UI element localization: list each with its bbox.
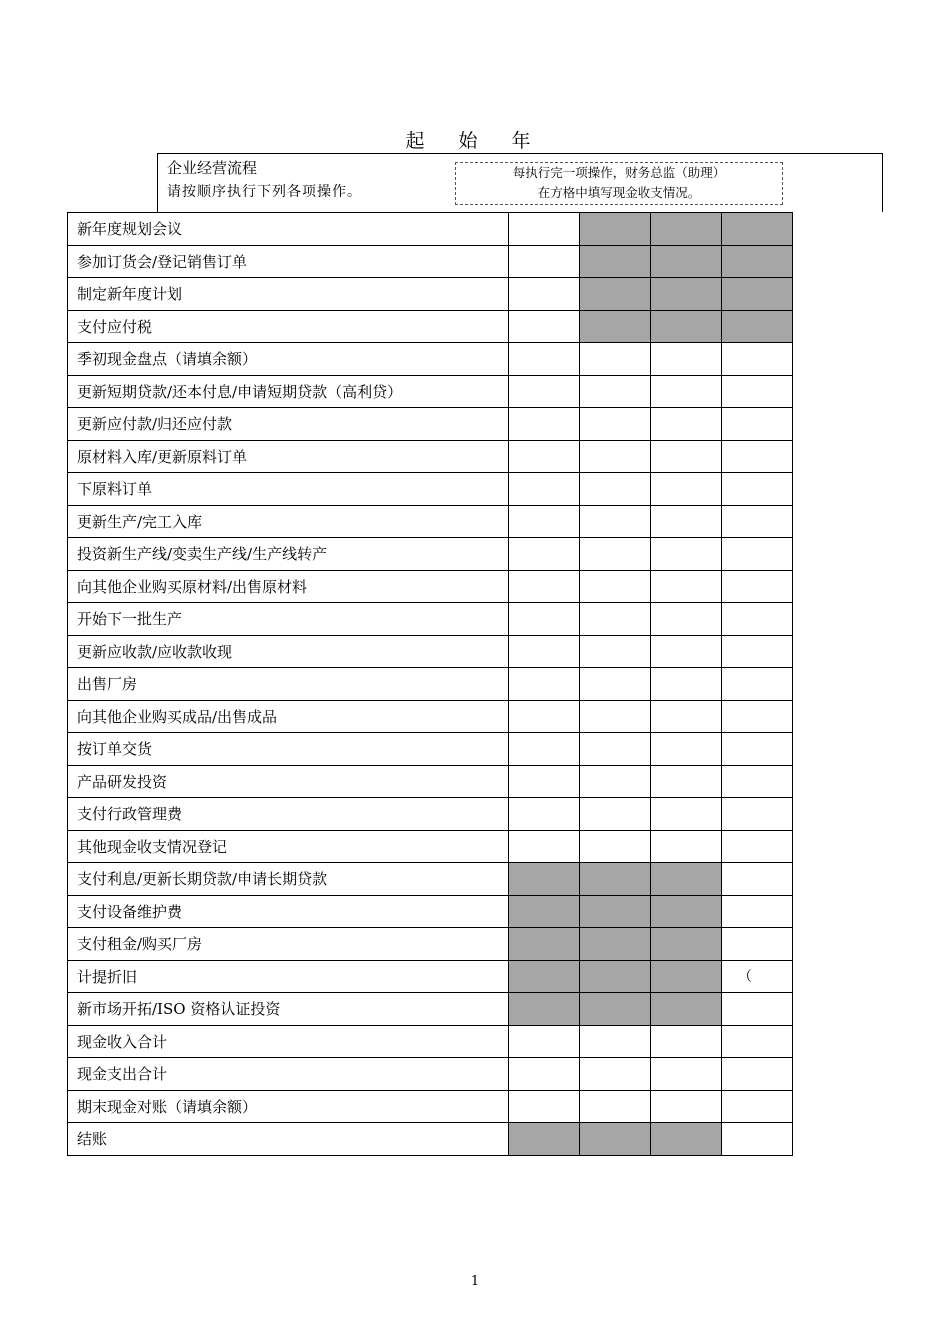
table-row — [68, 960, 793, 993]
table-row — [68, 408, 793, 441]
table-row — [68, 343, 793, 376]
entry-cell[interactable] — [580, 440, 651, 473]
entry-cell[interactable] — [651, 505, 722, 538]
shaded-cell — [651, 245, 722, 278]
operation-label: 按订单交货 — [68, 733, 509, 766]
operation-label: 支付应付税 — [68, 310, 509, 343]
table-row — [68, 538, 793, 571]
entry-cell[interactable] — [722, 505, 793, 538]
table-row — [68, 603, 793, 636]
entry-cell[interactable] — [722, 375, 793, 408]
shaded-cell — [580, 310, 651, 343]
entry-cell[interactable] — [580, 635, 651, 668]
entry-cell[interactable] — [722, 960, 793, 993]
operation-label: 更新短期贷款/还本付息/申请短期贷款（高利贷） — [68, 375, 509, 408]
entry-cell[interactable] — [722, 798, 793, 831]
table-row — [68, 440, 793, 473]
entry-cell[interactable] — [509, 213, 580, 246]
entry-cell[interactable] — [651, 473, 722, 506]
entry-cell[interactable] — [651, 765, 722, 798]
entry-cell[interactable] — [509, 538, 580, 571]
entry-cell[interactable] — [580, 700, 651, 733]
entry-cell[interactable] — [722, 408, 793, 441]
entry-cell[interactable] — [509, 440, 580, 473]
entry-cell[interactable] — [580, 1025, 651, 1058]
cash-entry-note — [455, 162, 783, 205]
operation-label: 出售厂房 — [68, 668, 509, 701]
entry-cell[interactable] — [509, 765, 580, 798]
entry-cell[interactable] — [580, 1090, 651, 1123]
entry-cell[interactable] — [580, 505, 651, 538]
shaded-cell — [722, 278, 793, 311]
entry-cell[interactable] — [580, 408, 651, 441]
entry-cell[interactable] — [651, 570, 722, 603]
shaded-cell — [651, 278, 722, 311]
table-row — [68, 278, 793, 311]
operation-label: 原材料入库/更新原料订单 — [68, 440, 509, 473]
cell-mark: （ — [738, 969, 752, 986]
shaded-cell — [509, 895, 580, 928]
table-row — [68, 1025, 793, 1058]
shaded-cell — [580, 895, 651, 928]
entry-cell[interactable] — [722, 440, 793, 473]
entry-cell[interactable] — [580, 538, 651, 571]
shaded-cell — [651, 993, 722, 1026]
entry-cell[interactable] — [722, 1025, 793, 1058]
entry-cell[interactable] — [651, 830, 722, 863]
entry-cell[interactable] — [580, 668, 651, 701]
entry-cell[interactable] — [580, 570, 651, 603]
entry-cell[interactable] — [509, 733, 580, 766]
entry-cell[interactable] — [722, 1058, 793, 1091]
operation-label: 支付利息/更新长期贷款/申请长期贷款 — [68, 863, 509, 896]
entry-cell[interactable] — [722, 473, 793, 506]
entry-cell[interactable] — [580, 343, 651, 376]
entry-cell[interactable] — [580, 733, 651, 766]
process-header — [157, 153, 883, 212]
entry-cell[interactable] — [509, 570, 580, 603]
entry-cell[interactable] — [651, 1090, 722, 1123]
entry-cell[interactable] — [509, 668, 580, 701]
table-row — [68, 570, 793, 603]
operations-table — [67, 212, 793, 1156]
table-row — [68, 375, 793, 408]
table-row — [68, 1123, 793, 1156]
table-row — [68, 213, 793, 246]
entry-cell[interactable] — [722, 928, 793, 961]
entry-cell[interactable] — [722, 1123, 793, 1156]
shaded-cell — [722, 213, 793, 246]
entry-cell[interactable] — [509, 310, 580, 343]
entry-cell[interactable] — [509, 1058, 580, 1091]
operation-label: 季初现金盘点（请填余额） — [68, 343, 509, 376]
entry-cell[interactable] — [651, 668, 722, 701]
entry-cell[interactable] — [509, 1025, 580, 1058]
shaded-cell — [509, 993, 580, 1026]
entry-cell[interactable] — [509, 798, 580, 831]
entry-cell[interactable] — [509, 375, 580, 408]
table-row — [68, 473, 793, 506]
operation-label: 支付行政管理费 — [68, 798, 509, 831]
entry-cell[interactable] — [722, 668, 793, 701]
operation-label: 更新应收款/应收款收现 — [68, 635, 509, 668]
table-row — [68, 863, 793, 896]
entry-cell[interactable] — [580, 798, 651, 831]
note-line-1: 每执行完一项操作，财务总监（助理） — [512, 165, 726, 180]
operation-label: 支付设备维护费 — [68, 895, 509, 928]
entry-cell[interactable] — [722, 993, 793, 1026]
operation-label: 下原料订单 — [68, 473, 509, 506]
process-instruction: 请按顺序执行下列各项操作。 — [167, 184, 362, 200]
operation-label: 更新生产/完工入库 — [68, 505, 509, 538]
entry-cell[interactable] — [651, 733, 722, 766]
entry-cell[interactable] — [651, 798, 722, 831]
entry-cell[interactable] — [509, 830, 580, 863]
entry-cell[interactable] — [509, 343, 580, 376]
entry-cell[interactable] — [651, 375, 722, 408]
shaded-cell — [580, 245, 651, 278]
table-row — [68, 895, 793, 928]
table-row — [68, 700, 793, 733]
table-row — [68, 1090, 793, 1123]
entry-cell[interactable] — [722, 733, 793, 766]
shaded-cell — [580, 863, 651, 896]
entry-cell[interactable] — [722, 830, 793, 863]
operation-label: 产品研发投资 — [68, 765, 509, 798]
note-line-2: 在方格中填写现金收支情况。 — [537, 185, 701, 200]
shaded-cell — [651, 895, 722, 928]
operation-label: 参加订货会/登记销售订单 — [68, 245, 509, 278]
table-row — [68, 928, 793, 961]
operation-label: 其他现金收支情况登记 — [68, 830, 509, 863]
entry-cell[interactable] — [651, 343, 722, 376]
entry-cell[interactable] — [722, 1090, 793, 1123]
shaded-cell — [509, 960, 580, 993]
operation-label: 新市场开拓/ISO 资格认证投资 — [68, 993, 509, 1026]
entry-cell[interactable] — [722, 343, 793, 376]
entry-cell[interactable] — [580, 603, 651, 636]
entry-cell[interactable] — [722, 895, 793, 928]
entry-cell[interactable] — [509, 473, 580, 506]
operation-label: 支付租金/购买厂房 — [68, 928, 509, 961]
entry-cell[interactable] — [651, 408, 722, 441]
shaded-cell — [580, 278, 651, 311]
operation-label: 向其他企业购买成品/出售成品 — [68, 700, 509, 733]
entry-cell[interactable] — [651, 538, 722, 571]
table-row — [68, 635, 793, 668]
table-row — [68, 668, 793, 701]
operation-label: 结账 — [68, 1123, 509, 1156]
entry-cell[interactable] — [722, 863, 793, 896]
operation-label: 制定新年度计划 — [68, 278, 509, 311]
shaded-cell — [580, 993, 651, 1026]
entry-cell[interactable] — [580, 1058, 651, 1091]
entry-cell[interactable] — [509, 505, 580, 538]
shaded-cell — [651, 863, 722, 896]
entry-cell[interactable] — [509, 700, 580, 733]
operation-label: 更新应付款/归还应付款 — [68, 408, 509, 441]
shaded-cell — [509, 928, 580, 961]
entry-cell[interactable] — [509, 245, 580, 278]
entry-cell[interactable] — [651, 440, 722, 473]
operation-label: 期末现金对账（请填余额） — [68, 1090, 509, 1123]
shaded-cell — [651, 1123, 722, 1156]
shaded-cell — [651, 213, 722, 246]
operation-label: 现金收入合计 — [68, 1025, 509, 1058]
operation-label: 向其他企业购买原材料/出售原材料 — [68, 570, 509, 603]
shaded-cell — [722, 310, 793, 343]
shaded-cell — [651, 310, 722, 343]
shaded-cell — [580, 960, 651, 993]
table-row — [68, 245, 793, 278]
table-row — [68, 765, 793, 798]
process-title: 企业经营流程 — [167, 159, 258, 177]
shaded-cell — [580, 213, 651, 246]
entry-cell[interactable] — [722, 570, 793, 603]
operation-label: 投资新生产线/变卖生产线/生产线转产 — [68, 538, 509, 571]
entry-cell[interactable] — [580, 765, 651, 798]
entry-cell[interactable] — [651, 603, 722, 636]
shaded-cell — [509, 863, 580, 896]
operation-label: 开始下一批生产 — [68, 603, 509, 636]
table-row — [68, 505, 793, 538]
shaded-cell — [580, 928, 651, 961]
table-row — [68, 733, 793, 766]
operation-label: 新年度规划会议 — [68, 213, 509, 246]
entry-cell[interactable] — [509, 1090, 580, 1123]
entry-cell[interactable] — [580, 375, 651, 408]
table-row — [68, 830, 793, 863]
table-row — [68, 310, 793, 343]
page-number: 1 — [470, 1274, 480, 1289]
entry-cell[interactable] — [509, 603, 580, 636]
entry-cell[interactable] — [722, 538, 793, 571]
entry-cell[interactable] — [651, 700, 722, 733]
entry-cell[interactable] — [509, 278, 580, 311]
operation-label: 现金支出合计 — [68, 1058, 509, 1091]
entry-cell[interactable] — [651, 1025, 722, 1058]
shaded-cell — [509, 1123, 580, 1156]
entry-cell[interactable] — [509, 635, 580, 668]
entry-cell[interactable] — [722, 635, 793, 668]
entry-cell[interactable] — [651, 635, 722, 668]
table-row — [68, 1058, 793, 1091]
shaded-cell — [651, 960, 722, 993]
entry-cell[interactable] — [722, 700, 793, 733]
operation-label: 计提折旧 — [68, 960, 509, 993]
page-title: 起 始 年 — [405, 130, 545, 152]
entry-cell[interactable] — [580, 473, 651, 506]
entry-cell[interactable] — [509, 408, 580, 441]
entry-cell[interactable] — [722, 603, 793, 636]
shaded-cell — [580, 1123, 651, 1156]
entry-cell[interactable] — [722, 765, 793, 798]
shaded-cell — [722, 245, 793, 278]
table-row — [68, 993, 793, 1026]
entry-cell[interactable] — [580, 830, 651, 863]
entry-cell[interactable] — [651, 1058, 722, 1091]
shaded-cell — [651, 928, 722, 961]
table-row — [68, 798, 793, 831]
